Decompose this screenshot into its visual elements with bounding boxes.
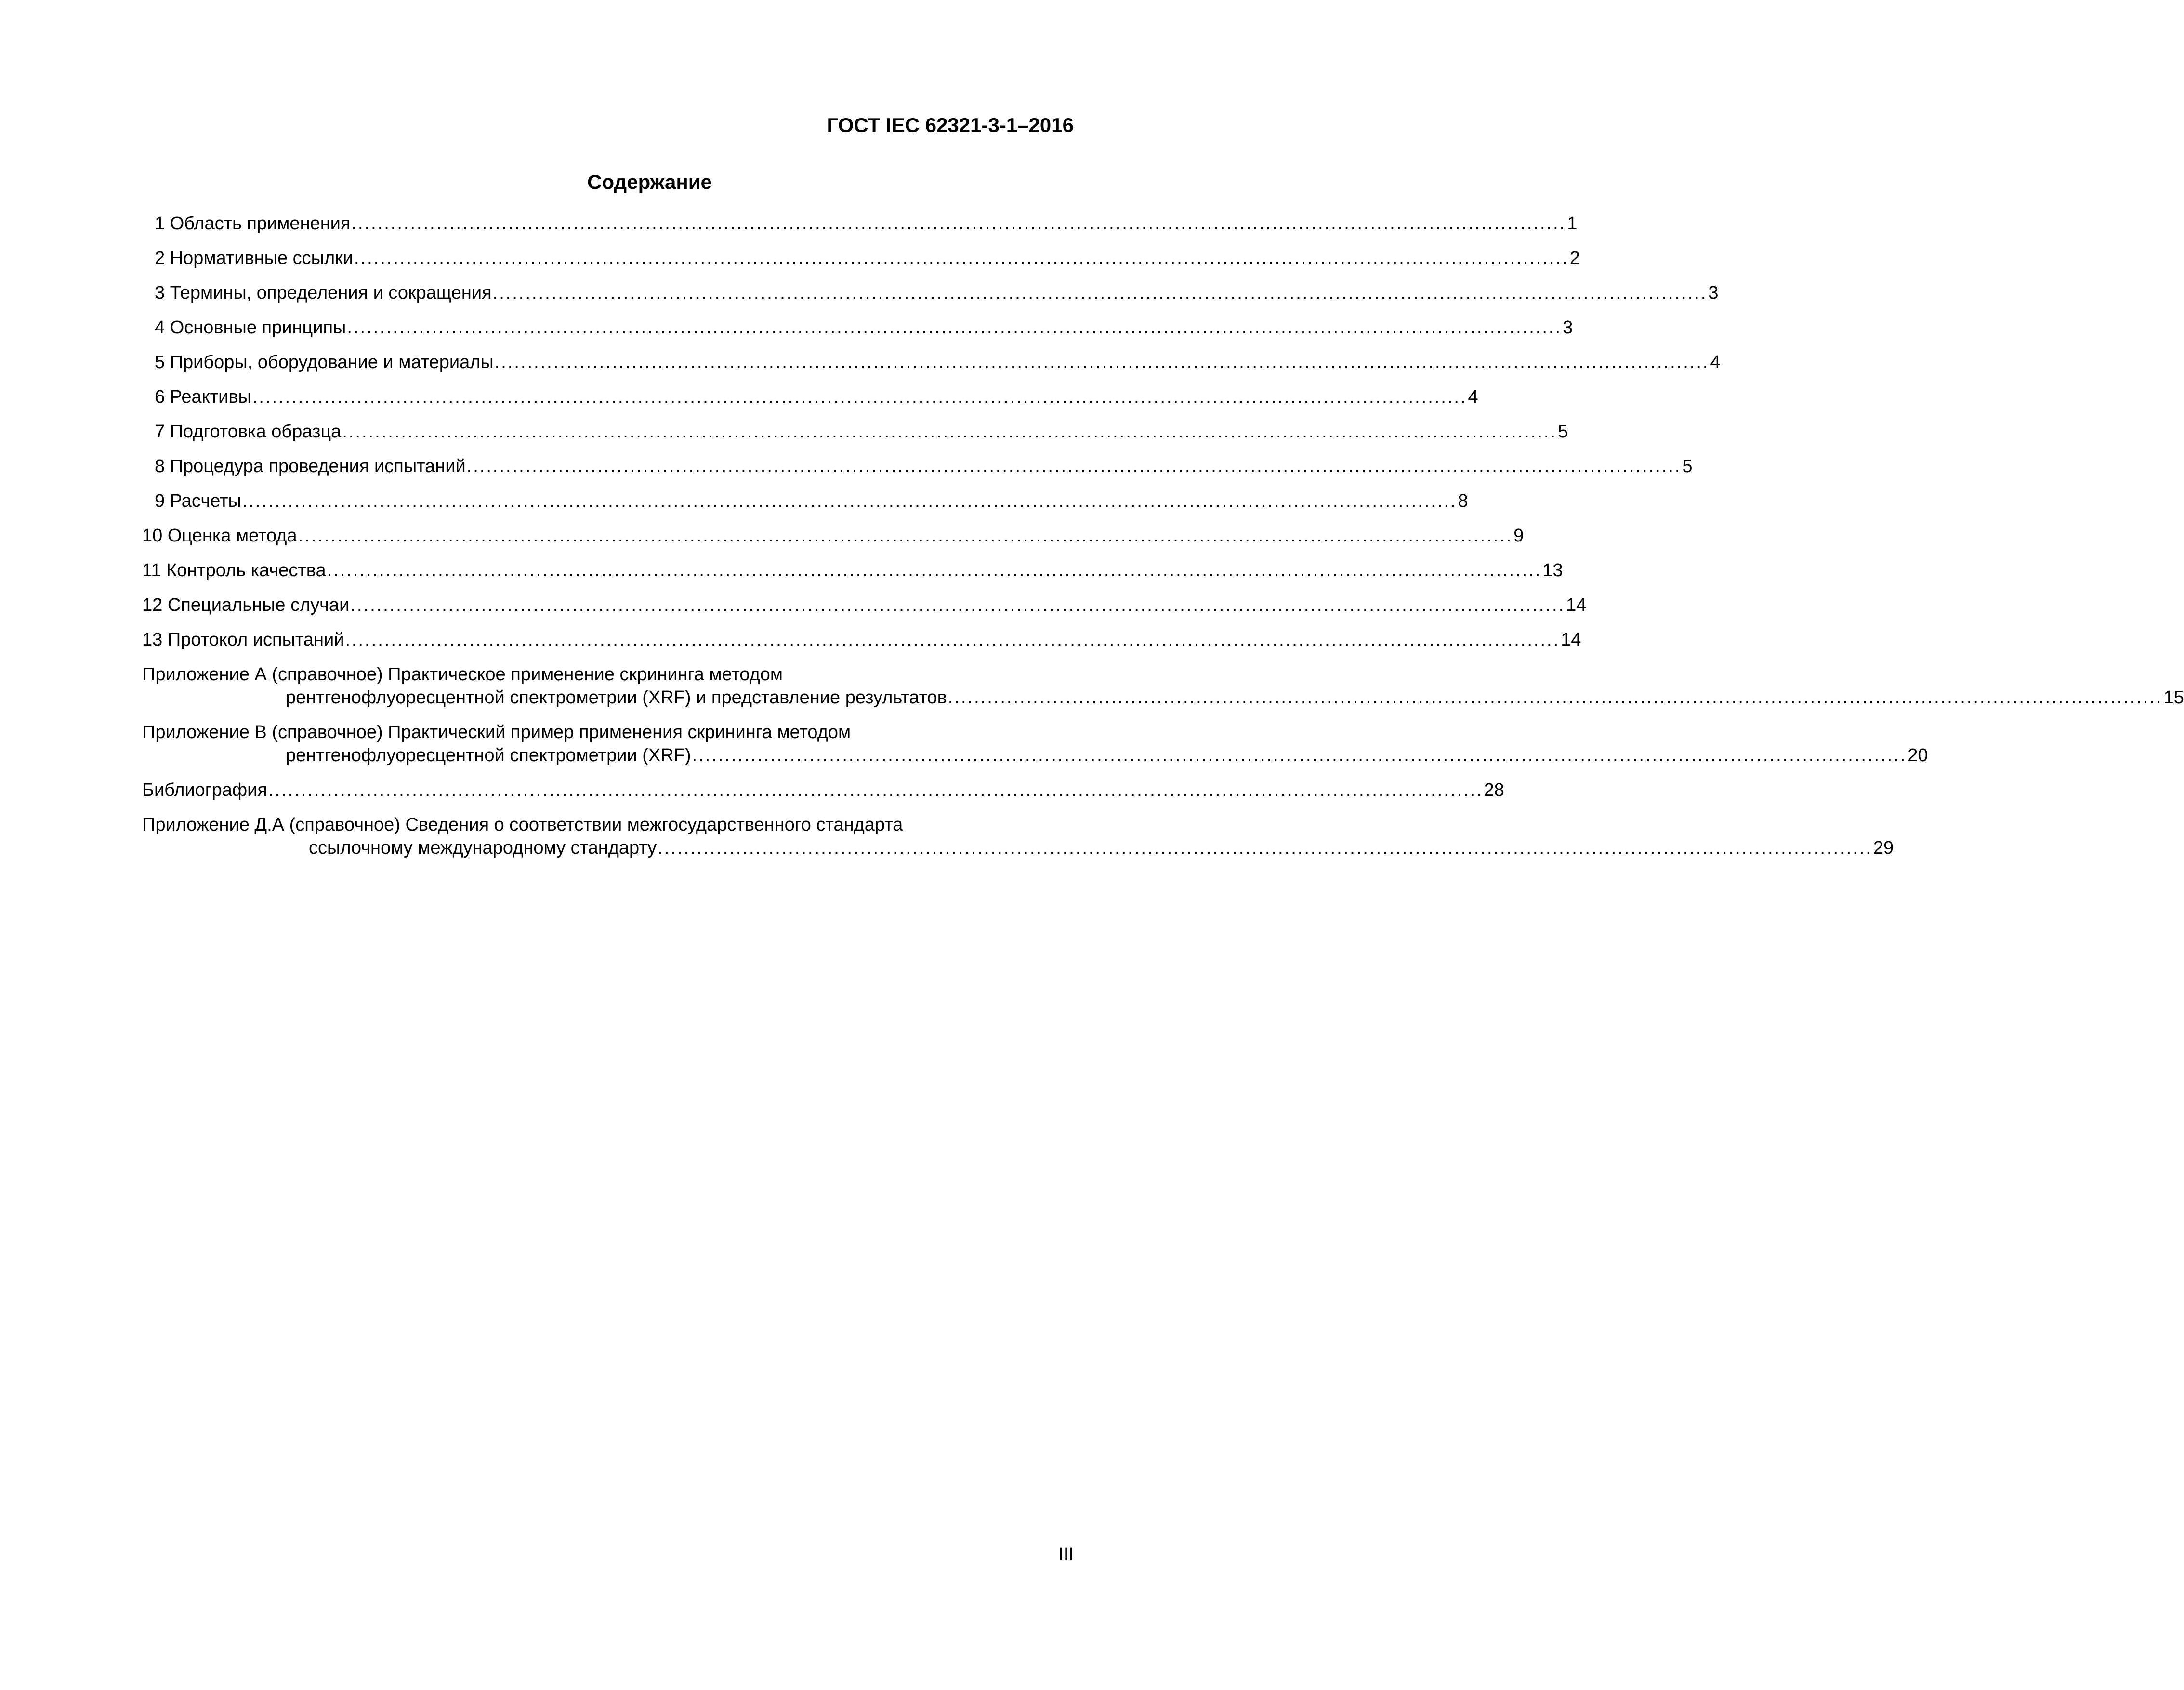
toc-entry-label-continued: рентгенофлуоресцентной спектрометрии (XRF) и представление результатов <box>286 687 947 708</box>
toc-entry-1[interactable] <box>142 212 1578 235</box>
toc-entry-11[interactable] <box>142 559 1563 582</box>
toc-entry-3[interactable] <box>142 281 1719 304</box>
dot-leader: .......................................................................................................................................................................................... <box>268 780 1483 800</box>
toc-entry-page: 14 <box>1561 630 1581 650</box>
toc-entry-page: 3 <box>1563 317 1573 338</box>
toc-entry-label: 9 Расчеты <box>155 491 241 511</box>
toc-entry-page: 1 <box>1567 213 1578 234</box>
toc-entry-bibliography[interactable] <box>142 779 1504 802</box>
dot-leader: .......................................................................................................................................................................................... <box>492 283 1708 303</box>
toc-entry-label: 1 Область применения <box>155 213 351 234</box>
toc-entry-page: 13 <box>1542 560 1563 581</box>
toc-entry-page: 2 <box>1569 248 1580 268</box>
toc-entry-page: 20 <box>1908 745 1928 766</box>
toc-entry-page: 5 <box>1682 456 1693 476</box>
toc-entry-label: 3 Термины, определения и сокращения <box>155 283 492 303</box>
dot-leader: .......................................................................................................................................................................................... <box>345 630 1560 650</box>
toc-entry-5[interactable] <box>142 351 1721 374</box>
toc-entry-appendix-b[interactable] <box>142 721 1928 767</box>
dot-leader: .......................................................................................................................................................................................... <box>947 687 2163 708</box>
document-number: ГОСТ IEC 62321-3-1–2016 <box>827 114 1074 136</box>
toc-entry-appendix-a[interactable] <box>142 663 2184 709</box>
toc-entry-page: 29 <box>1873 838 1894 858</box>
toc-entry-9[interactable] <box>142 489 1468 513</box>
dot-leader: .......................................................................................................................................................................................... <box>658 838 1872 858</box>
dot-leader: .......................................................................................................................................................................................... <box>351 213 1566 234</box>
toc-entry-label: Приложение Д.А (справочное) Сведения о соответствии межгосударственного стандарта <box>142 815 903 835</box>
toc-entry-label: Приложение В (справочное) Практический пример применения скрининга методом <box>142 722 851 742</box>
toc-entry-13[interactable] <box>142 628 1581 651</box>
toc-entry-page: 4 <box>1710 352 1721 372</box>
dot-leader: .......................................................................................................................................................................................... <box>692 745 1907 766</box>
dot-leader: .......................................................................................................................................................................................... <box>242 491 1457 511</box>
table-of-contents <box>142 212 2184 859</box>
toc-entry-label: 11 Контроль качества <box>142 560 326 581</box>
toc-entry-page: 9 <box>1513 526 1524 546</box>
toc-entry-label: 6 Реактивы <box>155 387 251 407</box>
dot-leader: .......................................................................................................................................................................................... <box>342 422 1557 442</box>
dot-leader: .......................................................................................................................................................................................... <box>354 248 1569 268</box>
toc-entry-2[interactable] <box>142 247 1580 270</box>
toc-entry-label: 5 Приборы, оборудование и материалы <box>155 352 494 372</box>
toc-entry-7[interactable] <box>142 420 1568 443</box>
dot-leader: .......................................................................................................................................................................................... <box>347 317 1562 338</box>
toc-entry-page: 14 <box>1566 595 1587 615</box>
toc-entry-label: 2 Нормативные ссылки <box>155 248 353 268</box>
toc-entry-label: Приложение А (справочное) Практическое применение скрининга методом <box>142 664 783 685</box>
toc-entry-label-continued: рентгенофлуоресцентной спектрометрии (XRF) <box>286 745 691 766</box>
dot-leader: .......................................................................................................................................................................................... <box>350 595 1566 615</box>
toc-entry-label: 8 Процедура проведения испытаний <box>155 456 466 476</box>
toc-entry-page: 4 <box>1468 387 1478 407</box>
toc-entry-label: 7 Подготовка образца <box>155 422 342 442</box>
toc-entry-label: 10 Оценка метода <box>142 526 297 546</box>
toc-title: Содержание <box>587 171 712 193</box>
toc-entry-appendix-da[interactable] <box>142 813 1894 859</box>
dot-leader: .......................................................................................................................................................................................... <box>466 456 1682 476</box>
toc-entry-label: Библиография <box>142 780 267 800</box>
toc-entry-page: 3 <box>1708 283 1719 303</box>
toc-entry-page: 15 <box>2163 687 2184 708</box>
dot-leader: .......................................................................................................................................................................................... <box>327 560 1542 581</box>
toc-entry-12[interactable] <box>142 594 1587 617</box>
page-number: III <box>1058 1545 1074 1565</box>
toc-entry-label: 4 Основные принципы <box>155 317 346 338</box>
dot-leader: .......................................................................................................................................................................................... <box>252 387 1467 407</box>
toc-entry-page: 28 <box>1484 780 1504 800</box>
toc-entry-10[interactable] <box>142 524 1524 547</box>
toc-entry-6[interactable] <box>142 385 1478 409</box>
toc-entry-label: 13 Протокол испытаний <box>142 630 344 650</box>
toc-entry-label: 12 Специальные случаи <box>142 595 350 615</box>
dot-leader: .......................................................................................................................................................................................... <box>494 352 1710 372</box>
dot-leader: .......................................................................................................................................................................................... <box>298 526 1513 546</box>
toc-entry-page: 5 <box>1558 422 1568 442</box>
toc-entry-label-continued: ссылочному международному стандарту <box>309 838 657 858</box>
toc-entry-8[interactable] <box>142 455 1693 478</box>
toc-entry-page: 8 <box>1458 491 1468 511</box>
toc-entry-4[interactable] <box>142 316 1573 339</box>
